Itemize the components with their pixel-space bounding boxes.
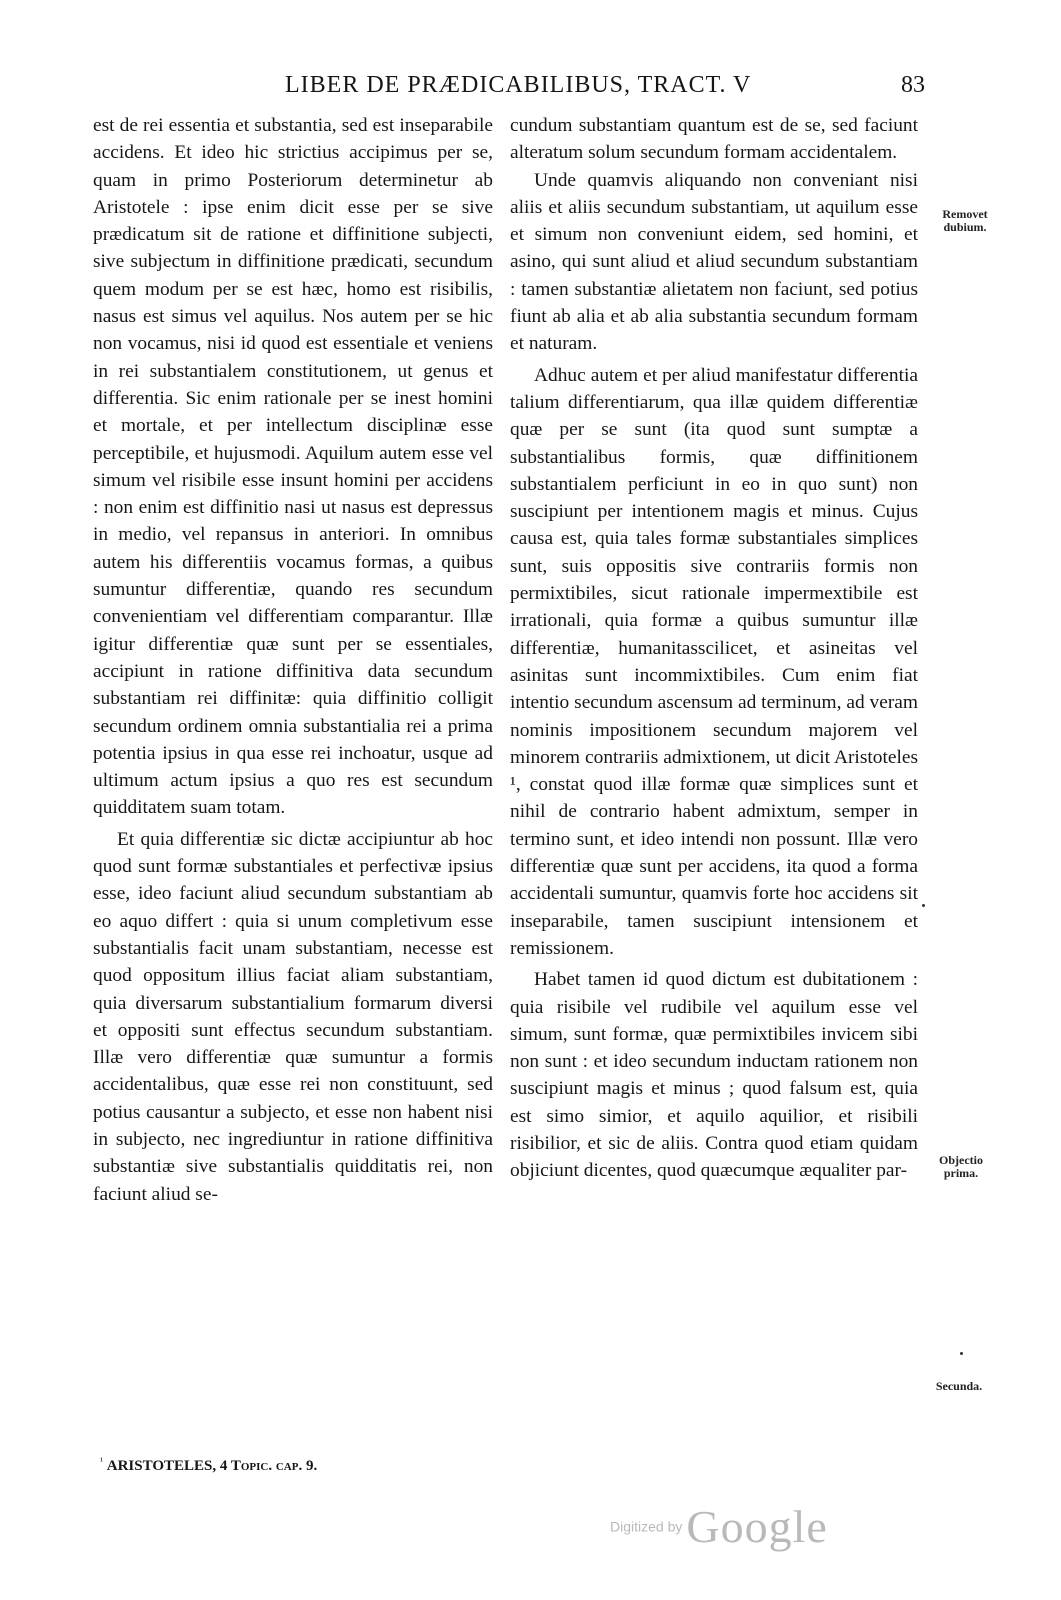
paragraph: Et quia differentiæ sic dictæ accipiuntur ab hoc quod sunt formæ substantiales et perfectivæ ipsius esse, ideo faciunt aliud secundum substantiam ab eo aquo differt : quia si unum completivum esse substantialis facit unam substantiam, necesse est quod oppositum illius faciat aliam substantiam, quia diversarum substantialium formarum diversi et oppositi sunt effectus secundum substantiam. Illæ vero differentiæ quæ sumuntur a formis accidentalibus, quæ esse rei non constituunt, sed potius causantur a subjecto, et esse non habent nisi in subjecto, nec ingrediuntur in ratione diffinitiva substantiæ sive substantialis quidditatis rei, non faciunt aliud se-: [93, 828, 493, 1205]
stray-mark: [922, 904, 925, 907]
left-column: [93, 112, 493, 1208]
margin-note: Removet dubium.: [942, 207, 988, 234]
paragraph: Unde quamvis aliquando non conveniant nisi aliis et aliis secundum substantiam, ut aquilum esse et simum non conveniunt eidem, sed homini, et asino, qui sunt aliud et aliud secundum substantiam : tamen substantiæ alietatem non faciunt, sed potius fiunt ab alia et ab alia substantia secundum formam et naturam.: [510, 169, 918, 355]
footnote: [100, 1456, 317, 1475]
stray-mark: [960, 1352, 963, 1355]
digitization-watermark: [610, 1500, 828, 1553]
running-header: [285, 72, 925, 102]
margin-note: Secunda.: [935, 1379, 983, 1393]
paragraph: est de rei essentia et substantia, sed est inseparabile accidens. Et ideo hic strictius accipimus per se, quam in primo Posteriorum determinetur ab Aristotele : ipse enim dicit esse per se sive prædicatum sit de ratione et diffinitione subjecti, sive subjectum in diffinitione prædicati, secundum quem modum per se est hæc, homo est risibilis, nasus est simus vel aquilus. Nos autem per se hic non vocamus, nisi id quod est essentiale et veniens in rei substantialem constitutionem, ut genus et differentia. Sic enim rationale per se inest homini et mortale, et per intellectum disciplinæ esse perceptibile, et hujusmodi. Aquilum autem esse vel simum vel risibile esse insunt homini per accidens : non enim est diffinitio nasi ut nasus est depressus in medio, vel repansus in anteriori. In omnibus autem his differentiis vocamus formas, a quibus sumuntur differentiæ, quando res secundum convenientiam vel differentiam comparantur. Illæ igitur differentiæ quæ sunt per se essentiales, accipiunt in ratione diffinitiva data secundum substantiam rei diffinitæ: quia diffinitio colligit secundum ordinem omnia substantialia rei a prima potentia ipsius in qua esse rei inchoatur, usque ad ultimum actum ipsius a quo res est secundum quidditatem suam totam.: [93, 115, 493, 819]
right-column: [510, 112, 918, 1185]
paragraph: Adhuc autem et per aliud manifestatur differentia talium differentiarum, qua illæ quidem differentiæ quæ per se sunt (ita quod sunt sumptæ a substantialibus formis, quæ diffinitionem substantialem perficiunt in eo in quo sunt) non suscipiunt per intentionem magis et minus. Cujus causa est, quia tales formæ substantiales simplices sunt, suis oppositis sive contrariis formis non permixtibiles, sicut rationale impermextibile est irrationali, quia formæ a quibus sumuntur illæ differentiæ, humanitasscilicet, et asineitas vel asinitas sunt incommixtibiles. Cum enim fiat intentio secundum ascensum ad terminum, ad veram nominis impositionem secundum majorem vel minorem contrariis admixtionem, ut dicit Aristoteles ¹, constat quod illæ formæ quæ simplices sunt et nihil de contrario habent admixtum, semper in termino sunt, et ideo intendi non possunt. Illæ vero differentiæ quæ sunt per accidens, ita quod a forma accidentali sumuntur, quamvis forte hoc accidens sit inseparabile, tamen suscipiunt intensionem et remissionem.: [510, 364, 918, 959]
google-logo: Google: [686, 1501, 828, 1552]
paragraph: cundum substantiam quantum est de se, sed faciunt alteratum solum secundum formam accidentalem.: [510, 115, 918, 164]
paragraph: Habet tamen id quod dictum est dubitationem : quia risibile vel rudibile vel aquilum esse vel simum, sunt formæ, quæ permixtibiles invicem sibi non sunt : et ideo secundum inductam rationem non suscipiunt magis et minus ; quod falsum est, quia est simo simior, et aquilo aquilior, et risibili risibilior, et sic de aliis. Contra quod etiam quidam objiciunt dicentes, quod quæcumque æqualiter par-: [510, 969, 918, 1182]
footnote-marker: ¹: [100, 1456, 103, 1467]
running-title: LIBER DE PRÆDICABILIBUS, TRACT. V: [285, 72, 752, 98]
margin-note: Objectio prima.: [939, 1153, 983, 1180]
footnote-text: ARISTOTELES, 4 Topic. cap. 9.: [106, 1458, 318, 1474]
watermark-prefix: Digitized by: [610, 1518, 683, 1535]
page-number: 83: [901, 72, 925, 98]
